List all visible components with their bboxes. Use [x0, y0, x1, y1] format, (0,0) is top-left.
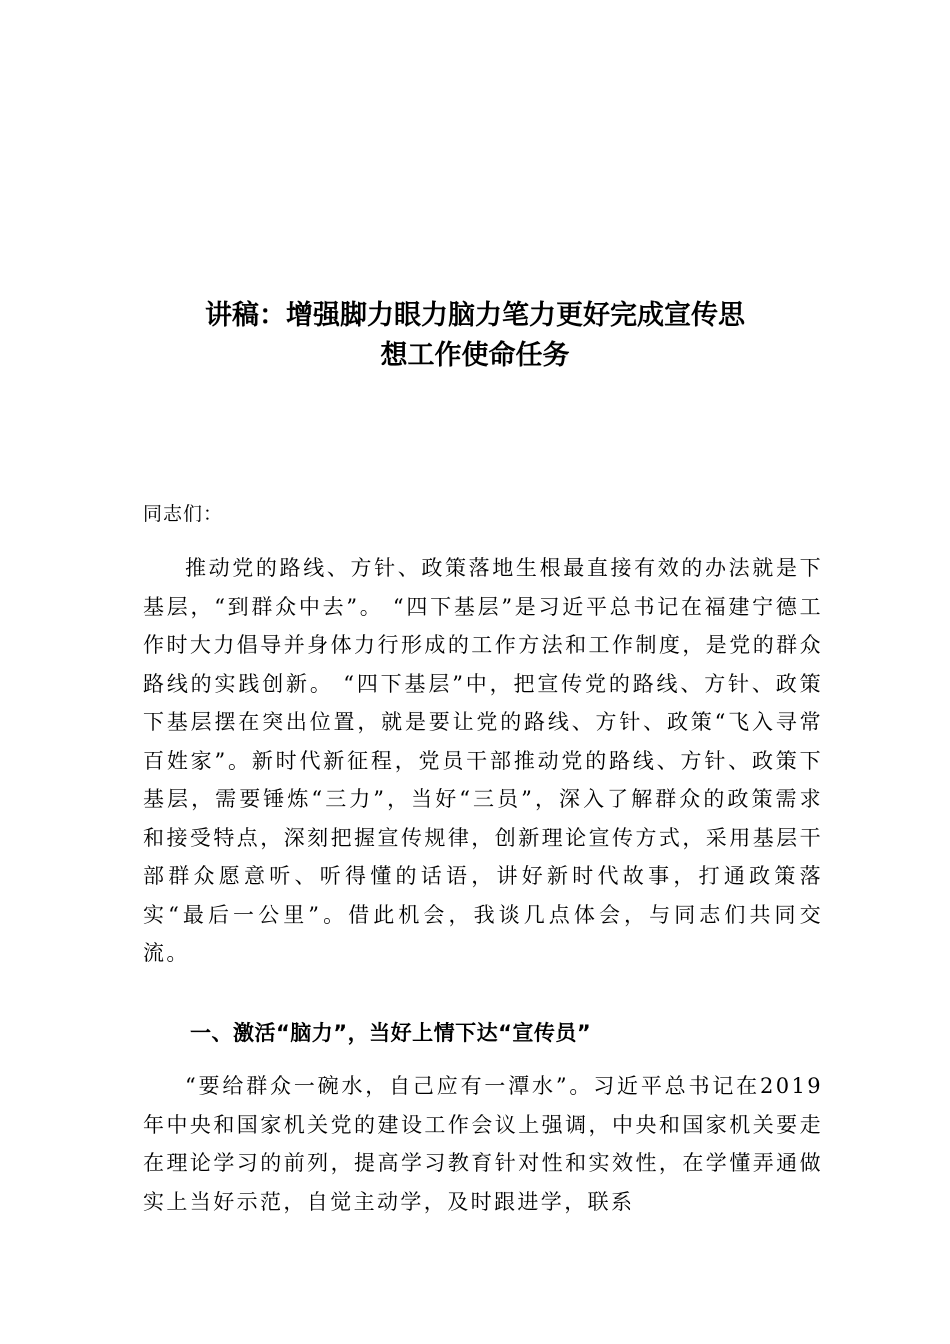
document-title: [120, 296, 830, 376]
section-heading-1: 一、激活“脑力”，当好上情下达“宣传员”: [190, 1021, 592, 1045]
title-line-1: 讲稿：增强脚力眼力脑力笔力更好完成宣传思: [205, 300, 745, 331]
paragraph-section-1: “要给群众一碗水，自己应有一潭水”。习近平总书记在2019 年中央和国家机关党的建设工作会议上强调，中央和国家机关要走在理论学习的前列，提高学习教育针对性和实效性，在学懂弄通做实上当好示范，自觉主动学，及时跟进学，联系: [143, 1074, 823, 1214]
greeting: 同志们：: [143, 503, 224, 525]
title-line-2: 想工作使命任务: [380, 340, 570, 371]
paragraph-intro: 推动党的路线、方针、政策落地生根最直接有效的办法就是下基层，“到群众中去”。 “四下基层”是习近平总书记在福建宁德工作时大力倡导并身体力行形成的工作方法和工作制度，是党的群众路线的实践创新。 “四下基层”中，把宣传党的路线、方针、政策下基层摆在突出位置，就是要让党的路线、方针、政策“飞入寻常百姓家”。新时代新征程，党员干部推动党的路线、方针、政策下基层，需要锤炼“三力”，当好“三员”，深入了解群众的政策需求和接受特点，深刻把握宣传规律，创新理论宣传方式，采用基层干部群众愿意听、听得懂的话语，讲好新时代故事，打通政策落实“最后一公里”。借此机会，我谈几点体会，与同志们共同交流。: [143, 556, 823, 965]
